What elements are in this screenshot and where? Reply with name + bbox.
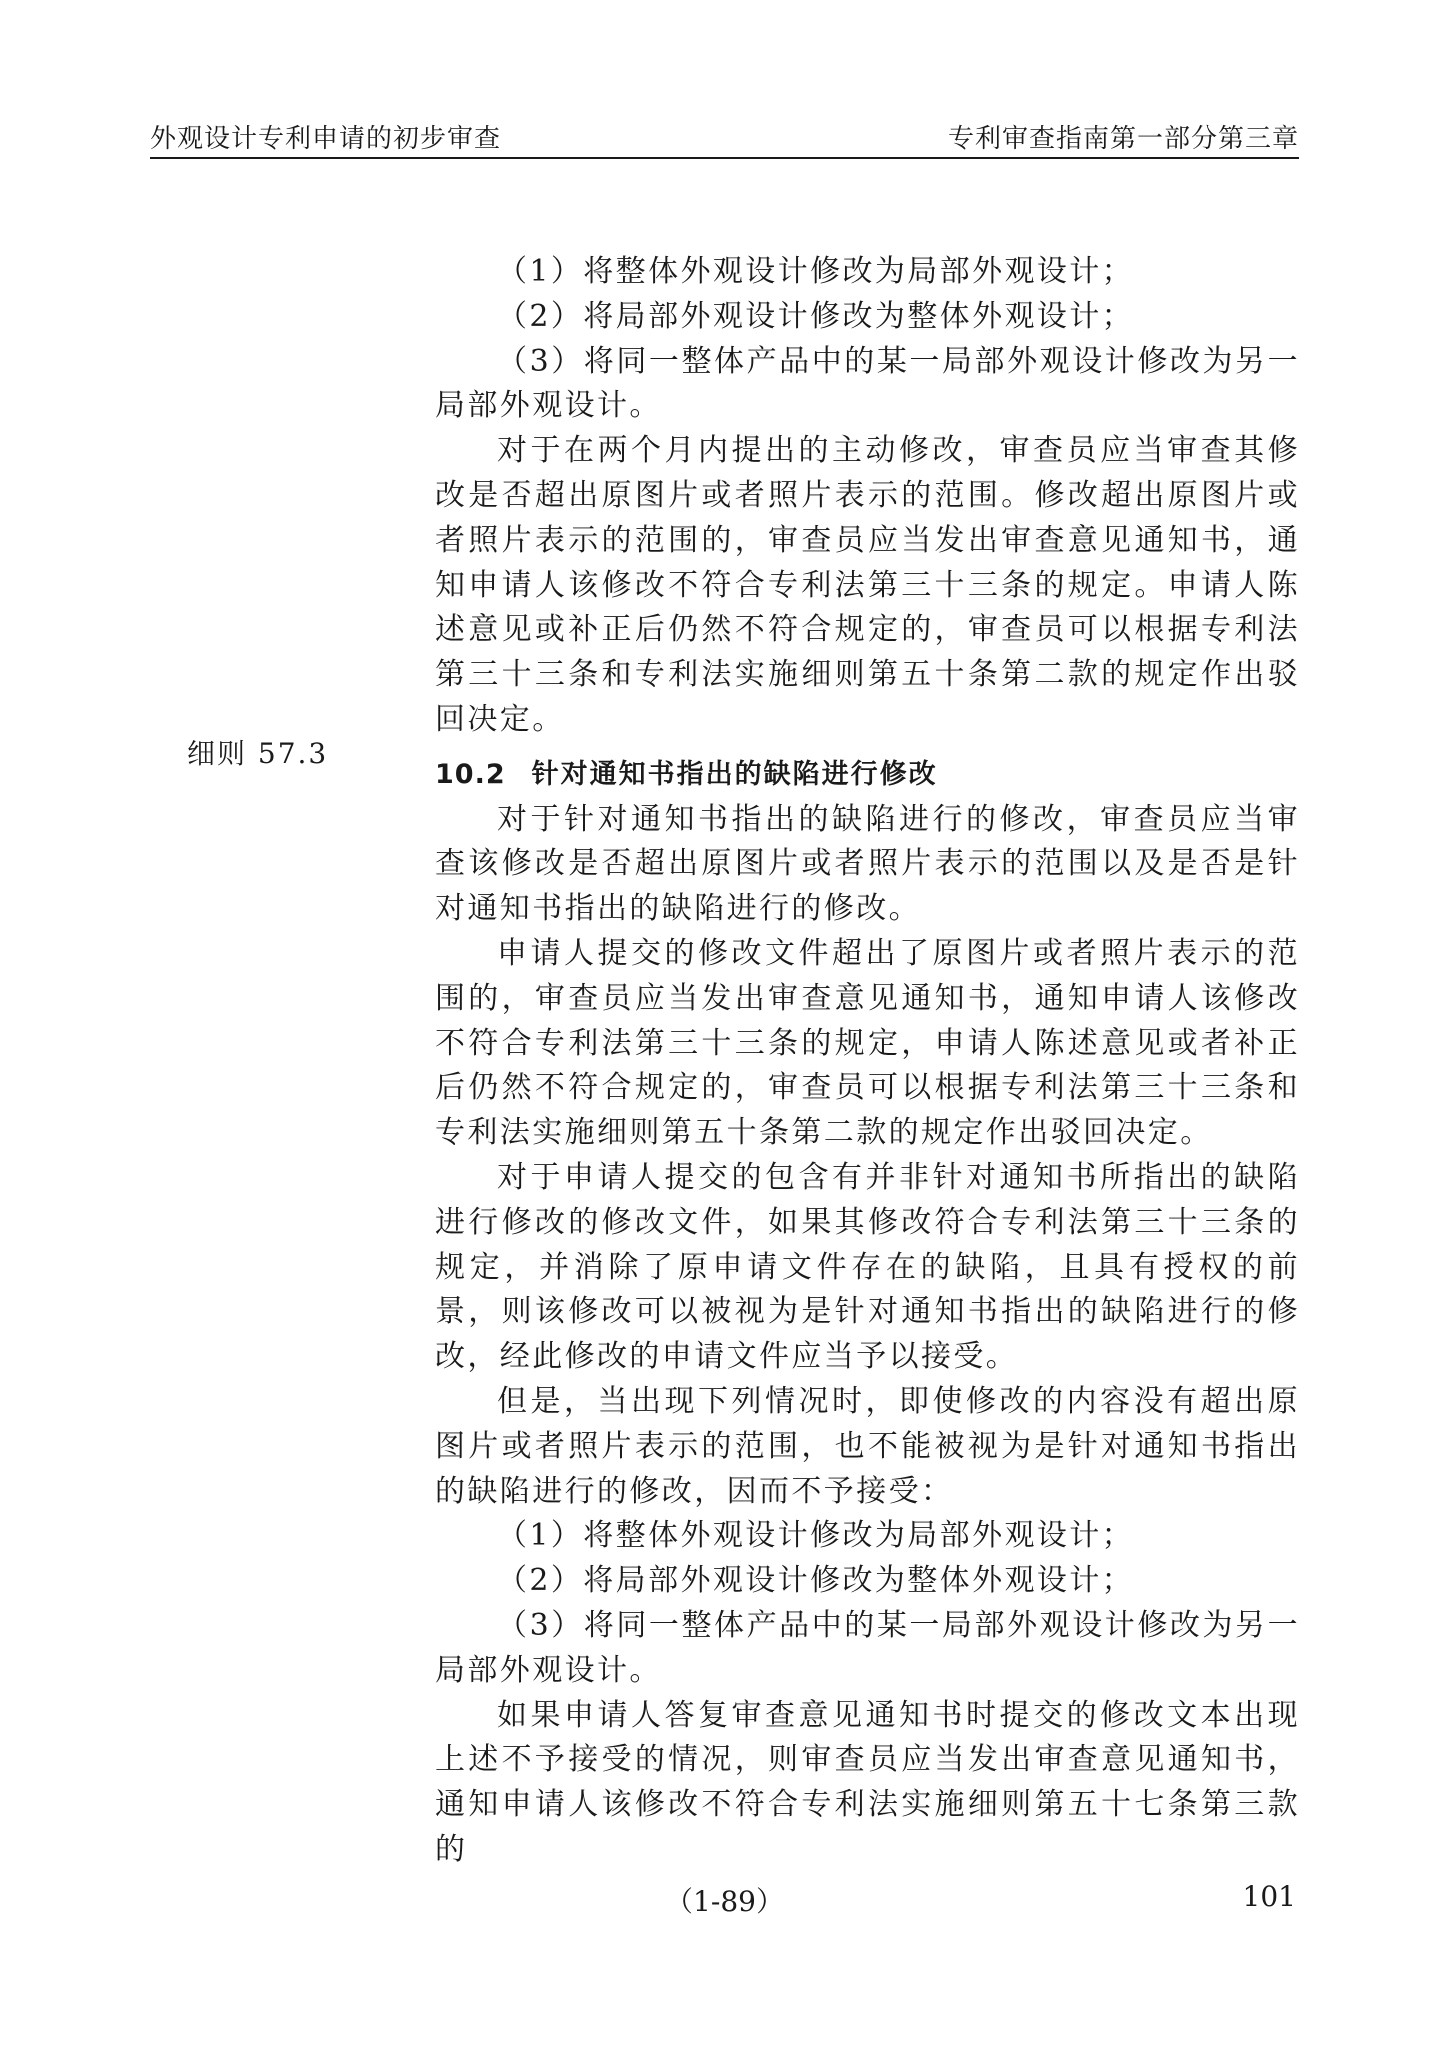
page-number: 101 — [1242, 1880, 1296, 1913]
paragraph: 对于针对通知书指出的缺陷进行的修改，审查员应当审查该修改是否超出原图片或者照片表示的范围以及是否是针对通知书指出的缺陷进行的修改。 — [435, 801, 1300, 927]
list-item: （1）将整体外观设计修改为局部外观设计； — [497, 254, 1135, 289]
list-item: （2）将局部外观设计修改为整体外观设计； — [497, 1563, 1135, 1599]
section-number: 10.2 — [435, 758, 506, 790]
paragraph: 但是，当出现下列情况时，即使修改的内容没有超出原图片或者照片表示的范围，也不能被视为是针对通知书指出的缺陷进行的修改，因而不予接受： — [435, 1383, 1300, 1509]
paragraph: 申请人提交的修改文件超出了原图片或者照片表示的范围的，审查员应当发出审查意见通知书，通知申请人该修改不符合专利法第三十三条的规定，申请人陈述意见或者补正后仍然不符合规定的，审查员可以根据专利法第三十三条和专利法实施细则第五十条第二款的规定作出驳回决定。 — [435, 935, 1300, 1151]
footer-section-page: （1-89） — [665, 1885, 784, 1918]
running-header-right: 专利审查指南第一部分第三章 — [947, 124, 1299, 154]
list-item: （3）将同一整体产品中的某一局部外观设计修改为另一局部外观设计。 — [435, 343, 1300, 424]
list-item: （3）将同一整体产品中的某一局部外观设计修改为另一局部外观设计。 — [435, 1607, 1300, 1688]
body-text — [435, 250, 1300, 1873]
list-item: （1）将整体外观设计修改为局部外观设计； — [497, 1518, 1135, 1554]
section-title: 针对通知书指出的缺陷进行修改 — [531, 758, 938, 790]
running-header-left: 外观设计专利申请的初步审查 — [150, 124, 502, 154]
header-divider — [150, 157, 1299, 159]
margin-reference: 细则 57.3 — [187, 737, 329, 770]
section-heading — [435, 753, 1300, 798]
paragraph: 对于申请人提交的包含有并非针对通知书所指出的缺陷进行修改的修改文件，如果其修改符合专利法第三十三条的规定，并消除了原申请文件存在的缺陷，且具有授权的前景，则该修改可以被视为是针对通知书指出的缺陷进行的修改，经此修改的申请文件应当予以接受。 — [435, 1159, 1300, 1375]
paragraph: 如果申请人答复审查意见通知书时提交的修改文本出现上述不予接受的情况，则审查员应当发出审查意见通知书，通知申请人该修改不符合专利法实施细则第五十七条第三款的 — [435, 1697, 1300, 1867]
paragraph: 对于在两个月内提出的主动修改，审查员应当审查其修改是否超出原图片或者照片表示的范围。修改超出原图片或者照片表示的范围的，审查员应当发出审查意见通知书，通知申请人该修改不符合专利法第三十三条的规定。申请人陈述意见或补正后仍然不符合规定的，审查员可以根据专利法第三十三条和专利法实施细则第五十条第二款的规定作出驳回决定。 — [435, 433, 1300, 737]
list-item: （2）将局部外观设计修改为整体外观设计； — [497, 298, 1135, 334]
